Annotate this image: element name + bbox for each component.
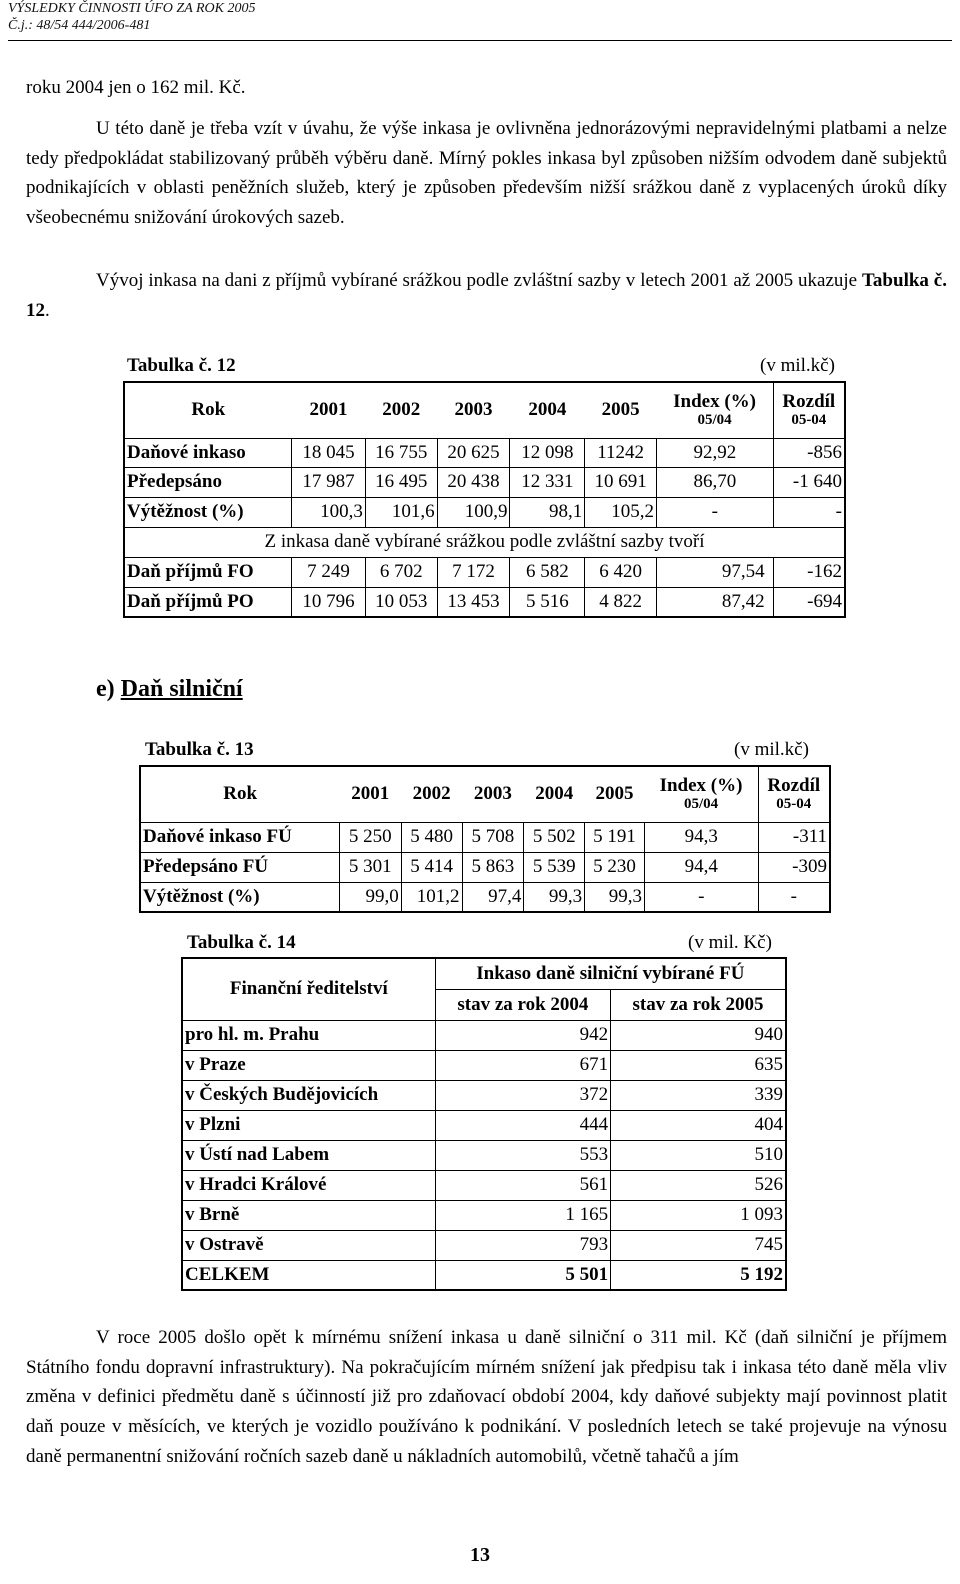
table13-hdr-rok: Rok [140,766,339,822]
index-label: Index (%) [673,391,757,413]
cell: 5 863 [462,852,524,882]
table13-hdr-index [644,766,758,822]
cell-2004: 444 [435,1110,610,1140]
table12-hdr-year: 2001 [292,382,366,438]
cell: 20 625 [437,438,510,467]
index-label: Index (%) [659,775,743,797]
table14-unit: (v mil. Kč) [688,932,772,953]
cell: 20 438 [437,467,510,497]
table-row [182,1140,786,1170]
cell: 5 301 [339,852,401,882]
cell-2005: 404 [611,1110,786,1140]
cell: 101,2 [401,882,462,912]
cell: 4 822 [585,587,657,617]
cell: 5 250 [339,822,401,852]
index-sub: 05/04 [697,412,732,429]
paragraph-period: . [45,299,50,321]
row-label: Předepsáno FÚ [140,852,339,882]
table13-hdr-year: 2001 [339,766,401,822]
table-row [182,1200,786,1230]
table-row [140,822,830,852]
cell-index: 92,92 [657,438,774,467]
table-row [182,1050,786,1080]
cell: 5 708 [462,822,524,852]
table12-subheader-row [124,527,845,557]
cell-2004: 372 [435,1080,610,1110]
cell: 12 331 [510,467,585,497]
table-row [124,557,845,587]
table-link-text: Tabulka č. 12 [26,270,947,321]
index-sub: 05/04 [683,796,719,813]
row-label: Předepsáno [124,467,292,497]
cell: 16 495 [365,467,437,497]
table14 [181,957,787,1291]
cell-index: 87,42 [657,587,774,617]
table12-hdr-index [657,382,774,438]
table-row [182,1020,786,1050]
table14-hdr-2004: stav za rok 2004 [435,989,610,1020]
row-label: Daňové inkaso FÚ [140,822,339,852]
table13-hdr-year: 2004 [524,766,585,822]
cell: 6 702 [365,557,437,587]
header-divider [8,40,952,41]
cell: 100,3 [292,497,366,527]
table12-hdr-year: 2003 [437,382,510,438]
cell: 10 053 [365,587,437,617]
table12 [123,381,846,618]
table14-hdr-office: Finanční ředitelství [182,958,435,1020]
row-label: Výtěžnost (%) [140,882,339,912]
table-row [140,882,830,912]
table12-hdr-year: 2002 [365,382,437,438]
cell: 7 249 [292,557,366,587]
paragraph-table-reference [26,266,947,325]
cell-2005: 526 [611,1170,786,1200]
cell: 7 172 [437,557,510,587]
row-label: v Plzni [182,1110,435,1140]
cell: 6 582 [510,557,585,587]
section-prefix: e) [96,676,121,702]
total-2005: 5 192 [611,1260,786,1290]
total-label: CELKEM [182,1260,435,1290]
diff-sub: 05-04 [791,412,827,429]
cell-index: - [644,882,758,912]
cell-2004: 671 [435,1050,610,1080]
cell-2005: 940 [611,1020,786,1050]
paragraph-road-tax: V roce 2005 došlo opět k mírnému snížení inkasa u daně silniční o 311 mil. Kč (daň silniční je příjmem Státního fondu dopravní infrastruktury). Na pokračujícím mírném snížení jak předpisu tak i inkasa této daně měla vliv změna v definici předmětu daně s účinností již pro zdaňovací období 2004, kdy daňové subjekty mají povinnost platit daň pouze v měsících, ve kterých je vozidlo používáno k podnikání. V posledních letech se také projevuje na výnosu daně permanentní snižování ročních sazeb daně u nákladních automobilů, včetně tahačů a jím [26,1327,947,1467]
cell: 99,3 [524,882,585,912]
table12-subheader: Z inkasa daně vybírané srážkou podle zvláštní sazby tvoří [124,527,845,557]
table-row [140,852,830,882]
table-row [182,1110,786,1140]
table14-caption: Tabulka č. 14 [187,932,296,953]
table13-hdr-diff [758,766,830,822]
cell: 5 539 [524,852,585,882]
total-2004: 5 501 [435,1260,610,1290]
table14-hdr-group: Inkaso daně silniční vybírané FÚ [435,958,786,989]
cell: 16 755 [365,438,437,467]
cell-diff: -162 [773,557,845,587]
cell-diff: -309 [758,852,830,882]
table13 [139,765,831,913]
paragraph-tax-note: U této daně je třeba vzít v úvahu, že výše inkasa je ovlivněna jednorázovými nepravidelnými platbami a nelze tedy předpokládat stabilizovaný průběh výběru daně. Mírný pokles inkasa byl způsoben nižším odvodem daně subjektů podnikajících v oblasti peněžních služeb, který je způsoben především nižší srážkou daně z vyplacených úroků díky všeobecnému snižování úrokových sazeb. [26,118,947,229]
cell-index: 97,54 [657,557,774,587]
cell-2005: 745 [611,1230,786,1260]
cell: 17 987 [292,467,366,497]
table-row [124,587,845,617]
cell: 5 414 [401,852,462,882]
diff-sub: 05-04 [776,796,812,813]
table13-hdr-year: 2003 [462,766,524,822]
cell: 5 191 [585,822,645,852]
cell: 5 516 [510,587,585,617]
cell-index: 94,3 [644,822,758,852]
cell-2004: 561 [435,1170,610,1200]
cell-2004: 793 [435,1230,610,1260]
table-row [124,497,845,527]
page-number: 13 [470,1544,490,1566]
cell: 18 045 [292,438,366,467]
cell-2004: 942 [435,1020,610,1050]
table12-hdr-year: 2005 [585,382,657,438]
table13-unit: (v mil.kč) [734,739,809,760]
cell-index: 86,70 [657,467,774,497]
table14-header-row [182,958,786,989]
table13-caption: Tabulka č. 13 [145,739,254,760]
cell: 10 796 [292,587,366,617]
row-label: Daňové inkaso [124,438,292,467]
cell: 13 453 [437,587,510,617]
cell: 12 098 [510,438,585,467]
cell-2005: 510 [611,1140,786,1170]
table-row [182,1080,786,1110]
row-label: v Hradci Králové [182,1170,435,1200]
cell-index: 94,4 [644,852,758,882]
table14-total-row [182,1260,786,1290]
cell-index: - [657,497,774,527]
cell: 10 691 [585,467,657,497]
cell-diff: -694 [773,587,845,617]
row-label: v Brně [182,1200,435,1230]
cell-2004: 553 [435,1140,610,1170]
row-label: Výtěžnost (%) [124,497,292,527]
cell-2005: 1 093 [611,1200,786,1230]
row-label: v Českých Budějovicích [182,1080,435,1110]
table12-unit: (v mil.kč) [760,355,835,376]
header-reference: Č.j.: 48/54 444/2006-481 [8,18,151,33]
table-row [182,1230,786,1260]
table-row [124,438,845,467]
table12-header-row [124,382,845,438]
cell: 99,0 [339,882,401,912]
cell: 98,1 [510,497,585,527]
section-title: Daň silniční [120,676,243,702]
cell: 5 502 [524,822,585,852]
cell: 5 480 [401,822,462,852]
diff-label: Rozdíl [767,775,821,797]
table-row [124,467,845,497]
table12-caption: Tabulka č. 12 [127,355,236,376]
row-label: v Praze [182,1050,435,1080]
cell-diff: -1 640 [773,467,845,497]
cell-diff: -311 [758,822,830,852]
cell: 97,4 [462,882,524,912]
paragraph-continuation: roku 2004 jen o 162 mil. Kč. [26,77,246,98]
running-header [8,0,952,34]
row-label: pro hl. m. Prahu [182,1020,435,1050]
cell: 11242 [585,438,657,467]
table12-hdr-year: 2004 [510,382,585,438]
cell-diff: - [773,497,845,527]
table12-hdr-diff [773,382,845,438]
table14-hdr-2005: stav za rok 2005 [611,989,786,1020]
row-label: v Ostravě [182,1230,435,1260]
diff-label: Rozdíl [782,391,836,413]
row-label: Daň příjmů PO [124,587,292,617]
section-heading [96,676,243,703]
cell: 105,2 [585,497,657,527]
table13-hdr-year: 2005 [585,766,645,822]
cell: 5 230 [585,852,645,882]
table13-header-row [140,766,830,822]
cell: 100,9 [437,497,510,527]
table12-hdr-rok: Rok [124,382,292,438]
table13-hdr-year: 2002 [401,766,462,822]
cell-2005: 339 [611,1080,786,1110]
cell: 99,3 [585,882,645,912]
cell: 101,6 [365,497,437,527]
paragraph-text: Vývoj inkasa na dani z příjmů vybírané srážkou podle zvláštní sazby v letech 2001 až 2005 ukazuje [96,270,862,291]
table-row [182,1170,786,1200]
cell-2005: 635 [611,1050,786,1080]
cell-diff: -856 [773,438,845,467]
row-label: v Ústí nad Labem [182,1140,435,1170]
row-label: Daň příjmů FO [124,557,292,587]
cell: 6 420 [585,557,657,587]
cell-2004: 1 165 [435,1200,610,1230]
header-title: VÝSLEDKY ČINNOSTI ÚFO ZA ROK 2005 [8,1,256,16]
cell-diff: - [758,882,830,912]
